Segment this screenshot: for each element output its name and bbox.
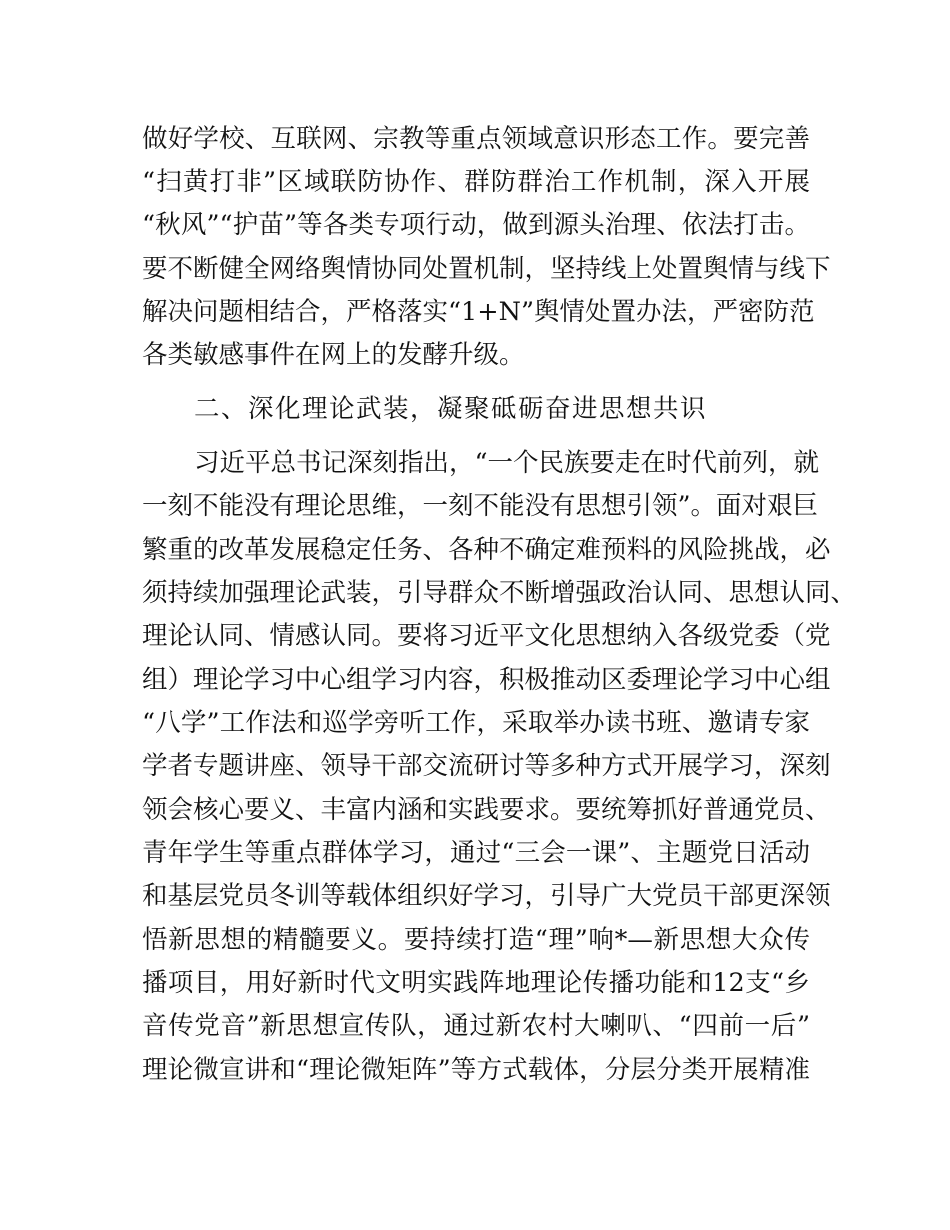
paragraph-line: “八学”工作法和巡学旁听工作，采取举办读书班、邀请专家 [142,708,810,738]
paragraph-line: 和基层党员冬训等载体组织好学习，引导广大党员干部更深领 [142,881,831,911]
paragraph-line: 学者专题讲座、领导干部交流研讨等多种方式开展学习，深刻 [142,751,831,781]
paragraph-line: 做好学校、互联网、宗教等重点领域意识形态工作。要完善 [142,124,810,154]
paragraph-line: 悟新思想的精髓要义。要持续打造“理”响*—新思想大众传 [142,925,810,955]
section-heading: 二、深化理论武装，凝聚砥砺奋进思想共识 [194,394,708,424]
paragraph-line: 须持续加强理论武装，引导群众不断增强政治认同、思想认同、 [142,578,857,608]
paragraph-line: 领会核心要义、丰富内涵和实践要求。要统筹抓好普通党员、 [142,795,831,825]
paragraph-line: 青年学生等重点群体学习，通过“三会一课”、主题党日活动 [142,838,810,868]
paragraph-line: 繁重的改革发展稳定任务、各种不确定难预料的风险挑战，必 [142,535,831,565]
paragraph-line: 习近平总书记深刻指出，“一个民族要走在时代前列，就 [194,448,820,478]
paragraph-line: 要不断健全网络舆情协同处置机制，坚持线上处置舆情与线下 [142,254,831,284]
paragraph-line: 一刻不能没有理论思维，一刻不能没有思想引领”。面对艰巨 [142,491,819,521]
paragraph-line: 各类敏感事件在网上的发酵升级。 [142,340,525,370]
paragraph-line: “秋风”“护苗”等各类专项行动，做到源头治理、依法打击。 [142,210,810,240]
paragraph-line: 理论微宣讲和“理论微矩阵”等方式载体，分层分类开展精准 [142,1055,810,1085]
paragraph-line: 播项目，用好新时代文明实践阵地理论传播功能和12支“乡 [142,968,810,998]
paragraph-line: “扫黄打非”区域联防协作、群防群治工作机制，深入开展 [142,167,810,197]
paragraph-line: 组）理论学习中心组学习内容，积极推动区委理论学习中心组 [142,665,831,695]
paragraph-line: 解决问题相结合，严格落实“1+N”舆情处置办法，严密防范 [142,297,815,327]
paragraph-line: 音传党音”新思想宣传队，通过新农村大喇叭、“四前一后” [142,1011,810,1041]
paragraph-line: 理论认同、情感认同。要将习近平文化思想纳入各级党委（党 [142,621,831,651]
